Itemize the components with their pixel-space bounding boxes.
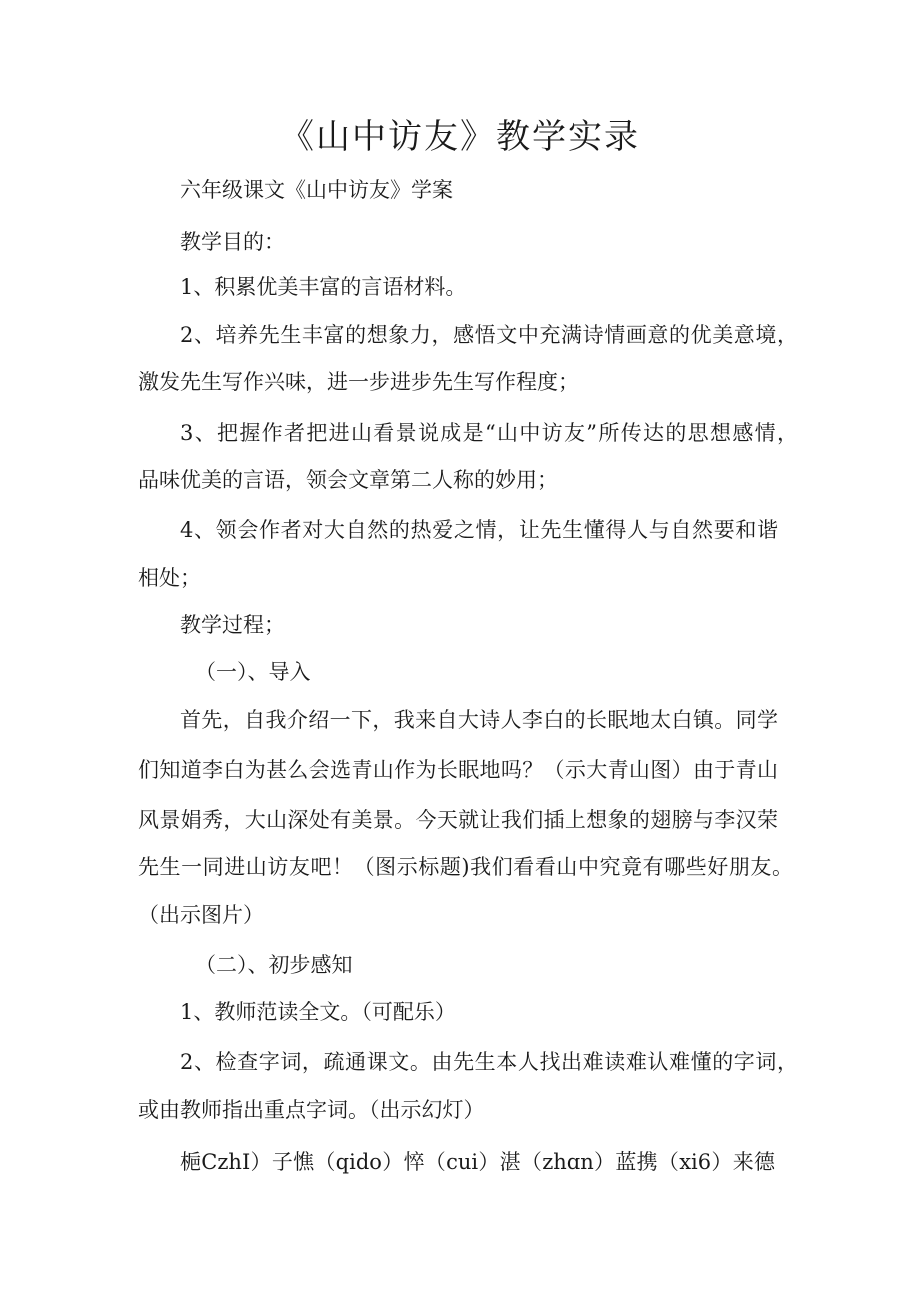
document-title: 《山中访友》教学实录 [280,117,640,157]
section-1-line-2: 们知道李白为甚么会选青山作为长眠地吗？（示大青山图）由于青山 [138,758,778,782]
goal-3-line-1: 3、把握作者把进山看景说成是“山中访友”所传达的思想感情， [180,421,798,445]
goal-1: 1、积累优美丰富的言语材料。 [180,275,467,299]
subtitle: 六年级课文《山中访友》学案 [180,178,453,202]
section-2-step-1: 1、教师范读全文。（可配乐） [180,1000,456,1024]
process-heading: 教学过程； [180,613,285,637]
section-1-line-1: 首先，自我介绍一下，我来自大诗人李白的长眠地太白镇。同学 [180,708,778,732]
section-1-heading: （一）、导入 [195,660,311,684]
goal-heading: 教学目的： [180,230,285,254]
goal-2-line-1: 2、培养先生丰富的想象力，感悟文中充满诗情画意的优美意境， [180,323,798,347]
section-2-step-2-line-1: 2、检查字词，疏通课文。由先生本人找出难读难认难懂的字词， [180,1050,798,1074]
section-2-heading: （二）、初步感知 [195,953,353,977]
goal-2-line-2: 激发先生写作兴味，进一步进步先生写作程度； [138,370,579,394]
section-1-line-5: （出示图片） [138,903,264,927]
goal-3-line-2: 品味优美的言语，领会文章第二人称的妙用； [138,468,558,492]
section-2-step-2-line-2: 或由教师指出重点字词。（出示幻灯） [138,1098,485,1122]
section-2-word-list: 梔CzhI）子憔（qido）悴（cui）湛（zhɑn）蓝携（xi6）来德 [180,1150,775,1174]
goal-4-line-1: 4、领会作者对大自然的热爱之情，让先生懂得人与自然要和谐 [180,518,778,542]
goal-4-line-2: 相处； [138,566,201,590]
section-1-line-4: 先生一同进山访友吧！（图示标题)我们看看山中究竟有哪些好朋友。 [138,855,793,879]
section-1-line-3: 风景娟秀，大山深处有美景。今天就让我们插上想象的翅膀与李汉荣 [138,808,778,832]
